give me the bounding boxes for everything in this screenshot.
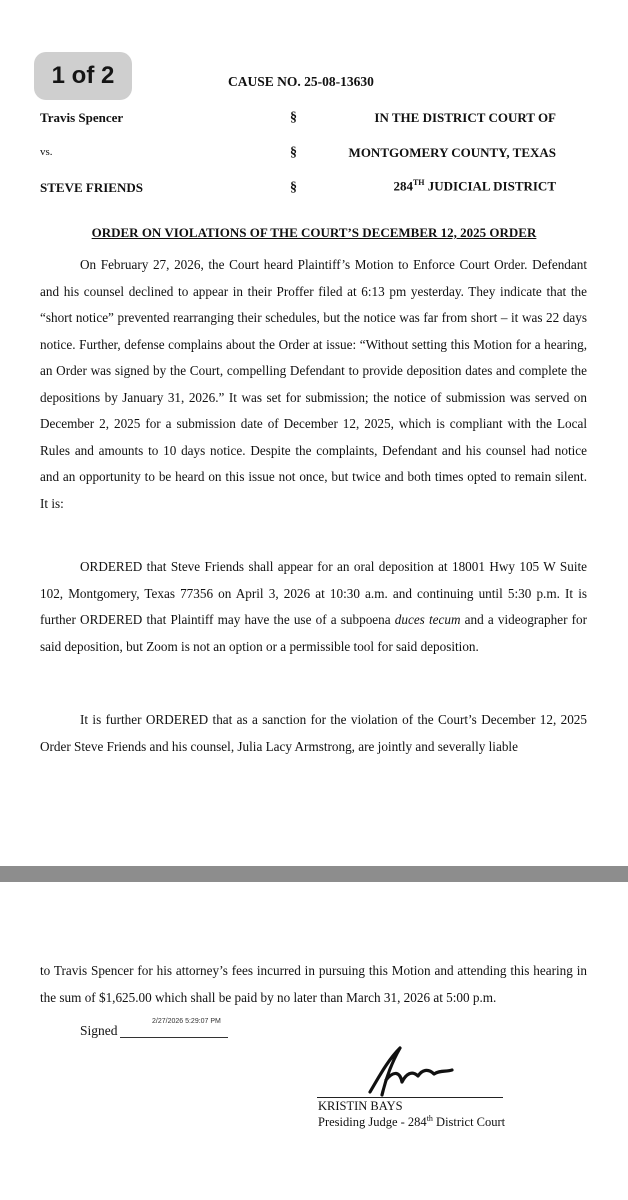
defendant-name: STEVE FRIENDS <box>40 180 143 195</box>
body-paragraph <box>40 554 587 660</box>
judge-title-ordinal: th <box>426 1114 433 1123</box>
court-name-line: IN THE DISTRICT COURT OF <box>374 110 556 125</box>
italic-term: duces tecum <box>394 612 461 627</box>
page-counter-badge <box>34 52 132 100</box>
signature-date-line <box>120 1037 228 1038</box>
body-paragraph-continued <box>40 958 587 1011</box>
district-ordinal: TH <box>412 178 425 187</box>
order-title: ORDER ON VIOLATIONS OF THE COURT’S DECEMBER 12, 2025 ORDER <box>91 225 537 240</box>
section-symbol: § <box>290 180 297 195</box>
paragraph-text: On February 27, 2026, the Court heard Plaintiff’s Motion to Enforce Court Order. Defendant and his counsel declined to appear in their Proffer filed at 6:13 pm yesterday. They indicate that the “short notice” prevented rearranging their schedules, but the notice was far from short – it was 22 days notice. Further, defense complains about the Order at issue: “Without setting this Motion for a hearing, an Order was signed by the Court, compelling Defendant to provide deposition dates and complete the depositions by January 31, 2026.” It was set for submission; the notice of submission was served on December 2, 2025 for a submission date of December 12, 2025, which is compliant with the Local Rules and amounts to 10 days notice. Despite the complaints, Defendant and his counsel had notice and an opportunity to be heard on this issue not once, but twice and both times opted to remain silent. It is: <box>40 257 587 511</box>
page-break-band <box>0 866 628 882</box>
body-paragraph <box>40 252 587 517</box>
section-symbol: § <box>290 110 297 125</box>
district-number: 284 <box>393 178 413 194</box>
judge-title-text: District Court <box>432 1115 506 1130</box>
judge-title-text: Presiding Judge - 284 <box>318 1115 427 1130</box>
versus-label: vs. <box>40 146 53 158</box>
court-district-line <box>393 178 556 194</box>
judge-signature-line <box>317 1097 503 1098</box>
paragraph-text: and a videographer for said deposition, but Zoom is not an option or a permissible tool for said deposition. <box>40 612 588 654</box>
district-label: JUDICIAL DISTRICT <box>424 178 556 194</box>
paragraph-text: to Travis Spencer for his attorney’s fees incurred in pursuing this Motion and attending this hearing in the sum of $1,625.00 which shall be paid by no later than March 31, 2026 at 5:00 p.m. <box>40 963 587 1005</box>
paragraph-text: ORDERED that Steve Friends shall appear for an oral deposition at 18001 Hwy 105 W Suite 102, Montgomery, Texas 77356 on April 3, 2026 at 10:30 a.m. and continuing until 5:30 p.m. It is further ORDERED that Plaintiff may have the use of a subpoena <box>40 559 587 627</box>
paragraph-text: It is further ORDERED that as a sanction for the violation of the Court’s December 12, 2025 Order Steve Friends and his counsel, Julia Lacy Armstrong, are jointly and severally liable <box>40 712 587 754</box>
plaintiff-name: Travis Spencer <box>40 110 124 125</box>
signed-label: Signed <box>80 1023 118 1038</box>
section-symbol: § <box>290 145 297 160</box>
judge-name: KRISTIN BAYS <box>318 1099 403 1113</box>
signed-timestamp: 2/27/2026 5:29:07 PM <box>152 1018 221 1025</box>
page-counter-text: 1 of 2 <box>51 62 115 89</box>
judge-title <box>318 1114 505 1130</box>
judge-signature-icon <box>360 1040 470 1100</box>
court-county-line: MONTGOMERY COUNTY, TEXAS <box>348 145 556 160</box>
body-paragraph <box>40 707 587 760</box>
cause-number: CAUSE NO. 25-08-13630 <box>228 74 374 89</box>
